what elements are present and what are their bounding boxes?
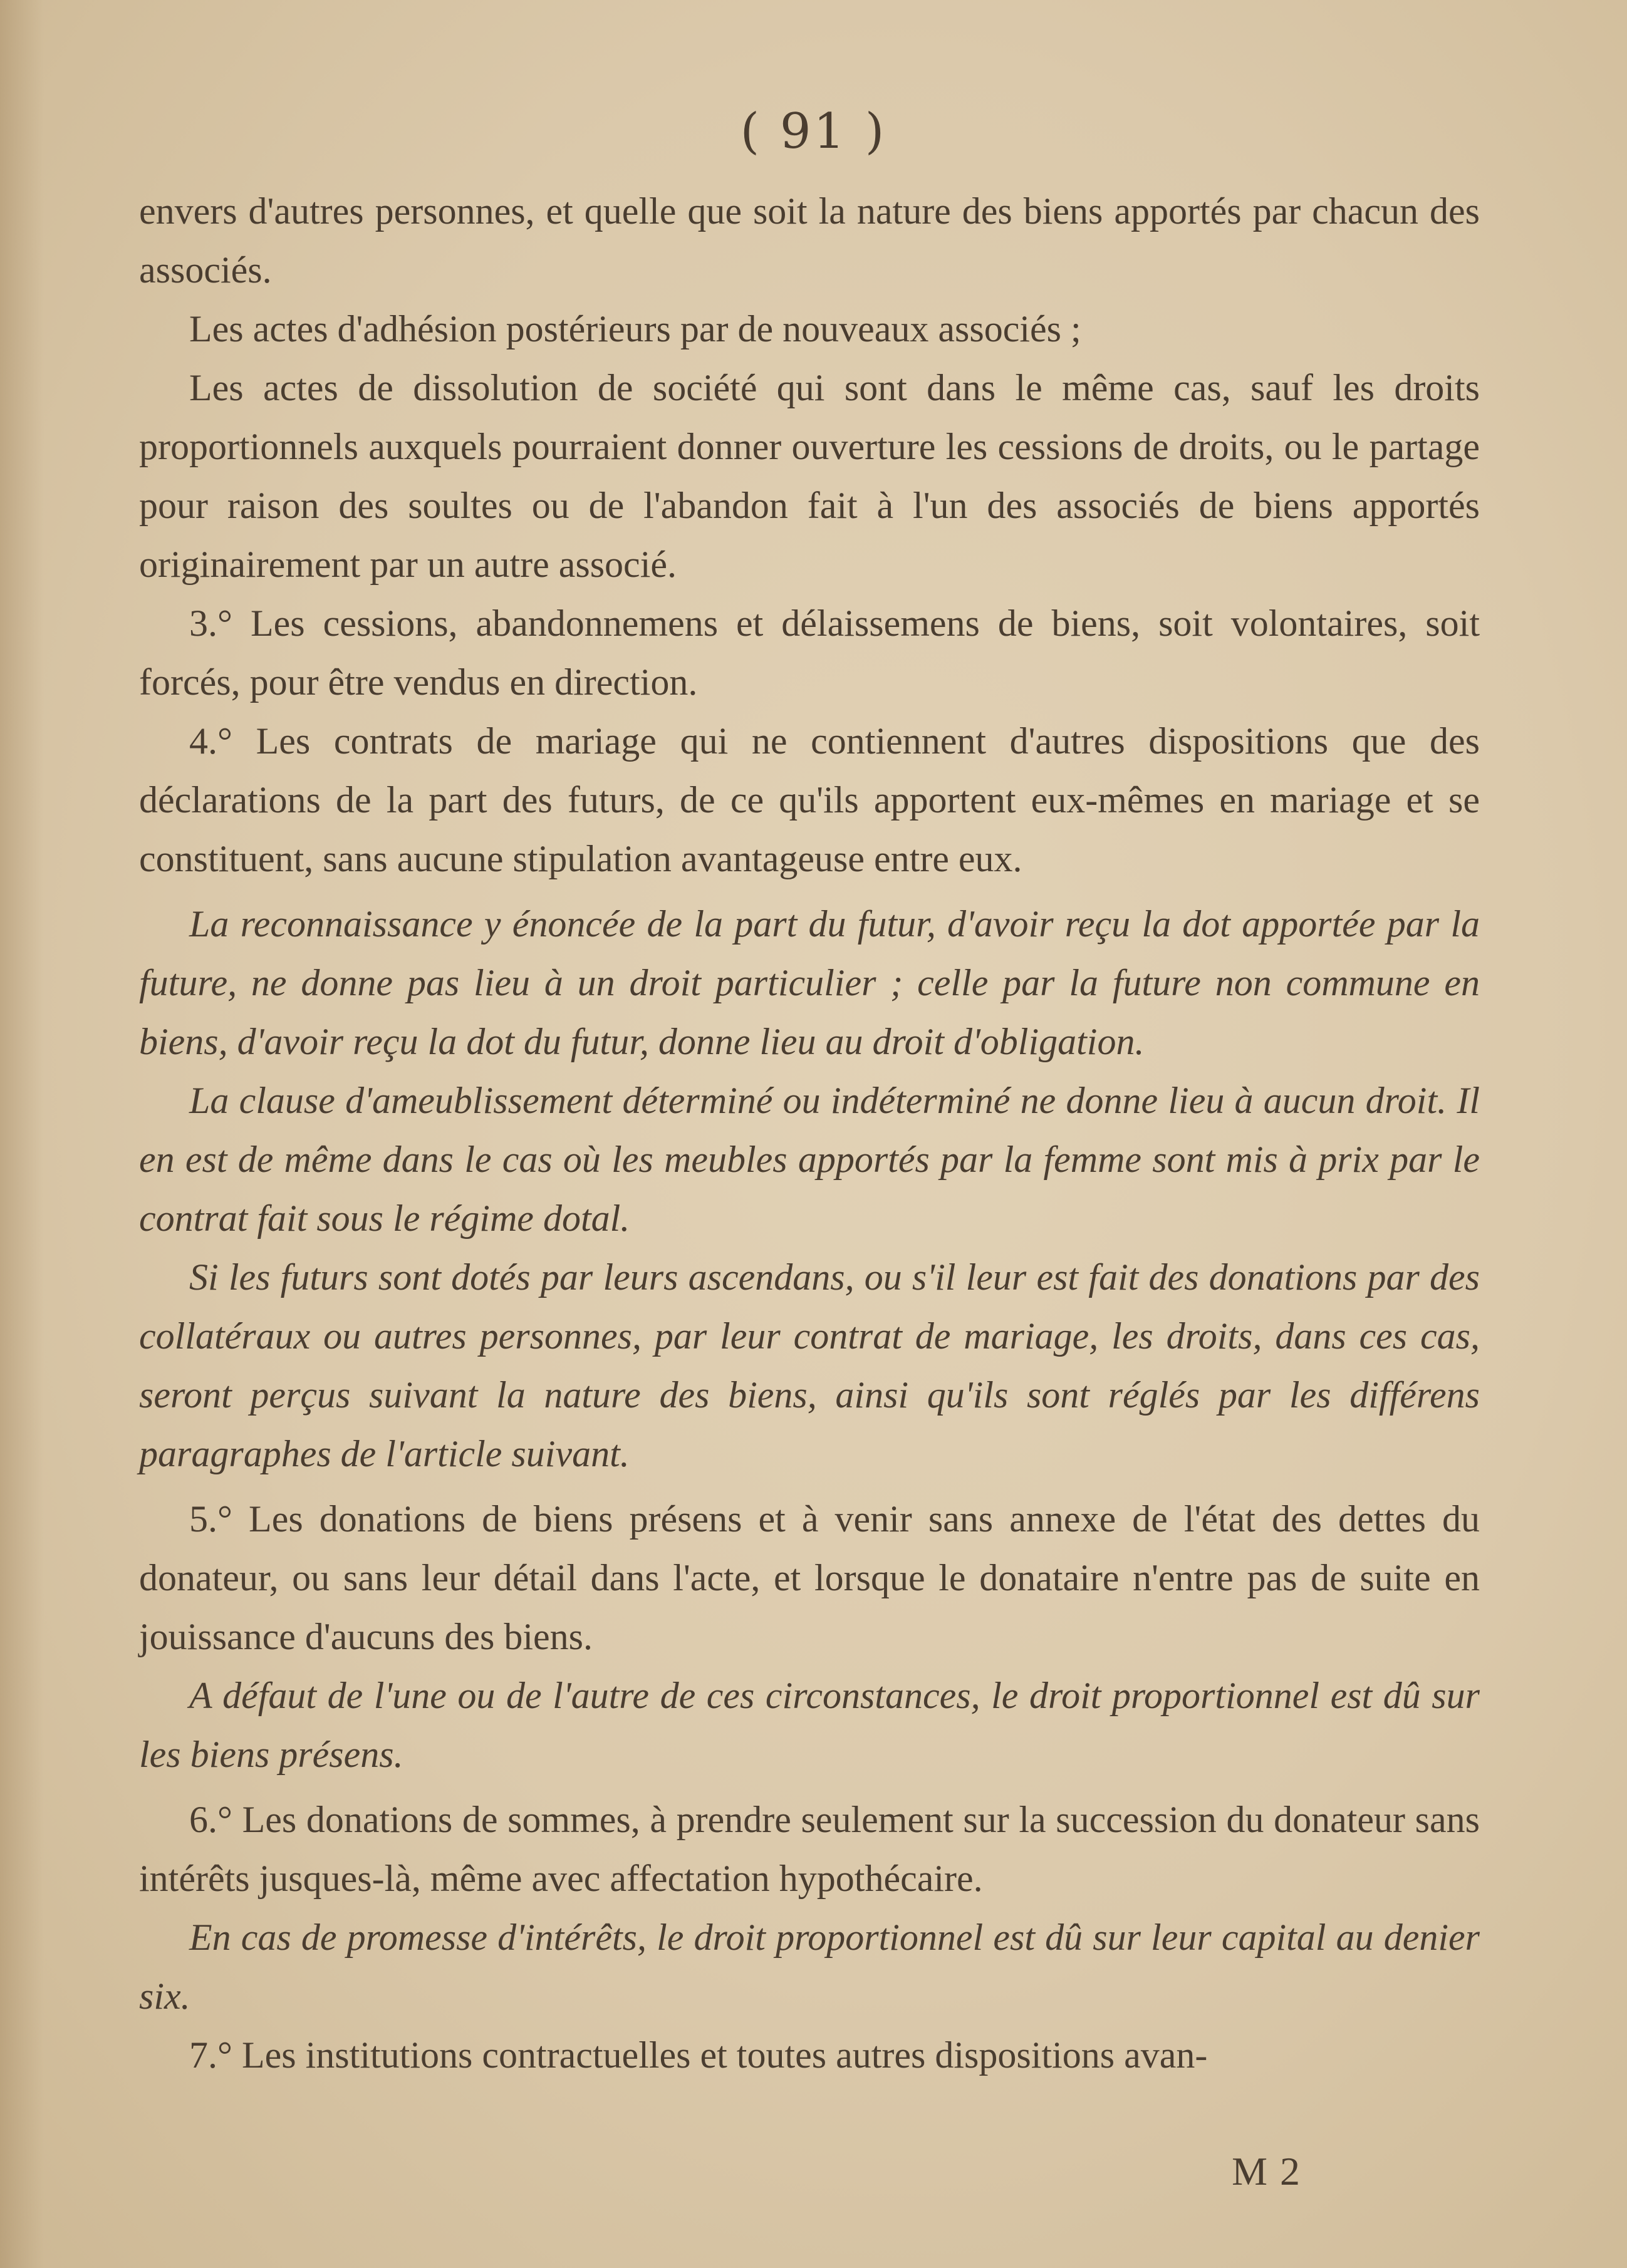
paragraph-continuation: envers d'autres personnes, et quelle que soit la nature des biens apportés par chacun des associés. [139, 190, 1480, 291]
signature-mark: M 2 [1232, 2149, 1301, 2193]
page-number: ( 91 ) [740, 103, 887, 160]
paragraph-item-5: 5.° Les donations de biens présens et à venir sans annexe de l'état des dettes du donateur, ou sans leur détail dans l'acte, et lorsque le donataire n'entre pas de suite en jouissance d'aucuns des biens. [139, 1498, 1480, 1657]
paragraph-item-6: 6.° Les donations de sommes, à prendre seulement sur la succession du donateur sans intérêts jusques-là, même avec affectation hypothécaire. [139, 1799, 1480, 1899]
paragraph-item-7: 7.° Les institutions contractuelles et toutes autres dispositions avan- [189, 2034, 1208, 2076]
paragraph-note-defaut: A défaut de l'une ou de l'autre de ces circonstances, le droit proportionnel est dû sur les biens présens. [139, 1675, 1480, 1775]
body-text [139, 182, 1480, 2084]
paragraph-note-futurs-dotes: Si les futurs sont dotés par leurs ascendans, ou s'il leur est fait des donations par des collatéraux ou autres personnes, par leur contrat de mariage, les droits, dans ces cas, seront perçus suivant la nature des biens, ainsi qu'ils sont réglés par les différens paragraphes de l'article suivant. [139, 1256, 1480, 1474]
paragraph-note-ameublissement: La clause d'ameublissement déterminé ou indéterminé ne donne lieu à aucun droit. Il en est de même dans le cas où les meubles apportés par la femme sont mis à prix par le contrat fait sous le régime dotal. [139, 1080, 1480, 1239]
paragraph-note-interets: En cas de promesse d'intérêts, le droit proportionnel est dû sur leur capital au denier six. [139, 1917, 1480, 2017]
paragraph-note-reconnaissance: La reconnaissance y énoncée de la part du futur, d'avoir reçu la dot apportée par la future, ne donne pas lieu à un droit particulier ; celle par la future non commune en biens, d'avoir reçu la dot du futur, donne lieu au droit d'obligation. [139, 903, 1480, 1062]
paragraph-item-4: 4.° Les contrats de mariage qui ne contiennent d'autres dispositions que des déclarations de la part des futurs, de ce qu'ils apportent eux-mêmes en mariage et se constituent, sans aucune stipulation avantageuse entre eux. [139, 720, 1480, 879]
paragraph-adhesion: Les actes d'adhésion postérieurs par de nouveaux associés ; [189, 308, 1081, 350]
paragraph-dissolution: Les actes de dissolution de société qui sont dans le même cas, sauf les droits proportionnels auxquels pourraient donner ouverture les cessions de droits, ou le partage pour raison des soultes ou de l'abandon fait à l'un des associés de biens apportés originairement par un autre associé. [139, 367, 1480, 585]
paragraph-item-3: 3.° Les cessions, abandonnemens et délaissemens de biens, soit volontaires, soit forcés, pour être vendus en direction. [139, 603, 1480, 703]
